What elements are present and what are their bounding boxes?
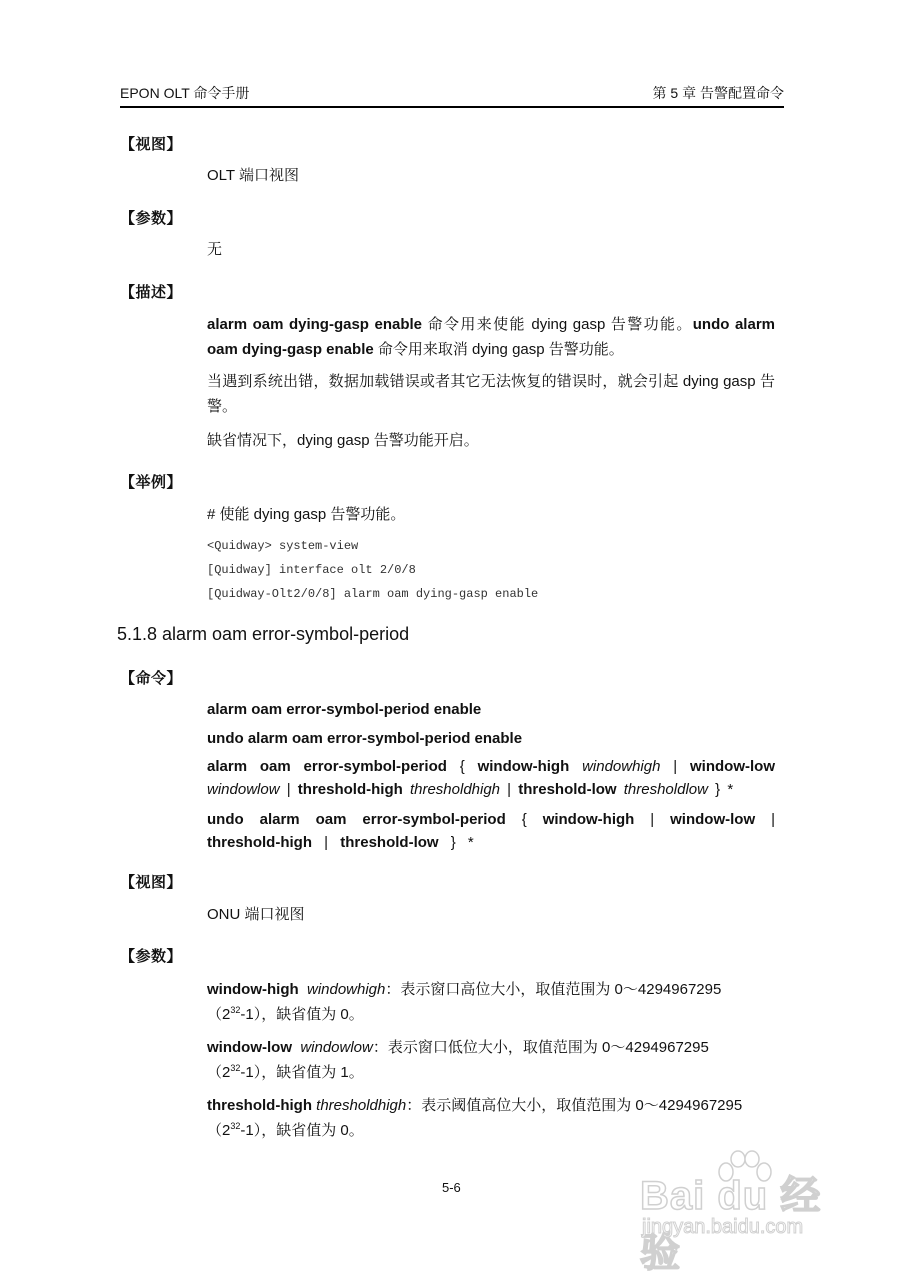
page-number: 5-6 [442,1180,461,1195]
param-item [207,1035,775,1085]
keyword: window-low [670,811,756,828]
argument: thresholdlow [616,781,708,798]
param-desc: ：表示阈值高位大小，取值范围为 0～4294967295 [406,1097,743,1114]
watermark-brand: Bai du 经验 [640,1174,822,1275]
syntax-symbol: } * [707,781,734,798]
keyword: threshold-high [297,781,403,798]
command-text: undo alarm oam dying-gasp enable [207,316,775,358]
syntax-symbol: | [312,834,341,851]
syntax-symbol: | [660,758,691,775]
section-title: 5.1.8 alarm oam error-symbol-period [117,624,410,644]
keyword: window-low [690,758,775,775]
view-label: 【视图】 [120,136,183,153]
baidu-watermark [640,1150,850,1275]
syntax-symbol: | [634,811,671,828]
param-default: -1），缺省值为 1。 [240,1064,364,1081]
manual-title: EPON OLT 命令手册 [120,85,250,101]
param-range: （2 [207,1064,231,1081]
argument: windowhigh [569,758,661,775]
param-default: -1），缺省值为 0。 [240,1122,364,1139]
param-default: -1），缺省值为 0。 [240,1006,364,1023]
example-label: 【举例】 [120,474,183,491]
param-exponent: 32 [230,1005,241,1015]
syntax-symbol: | [279,781,298,798]
command-text: undo alarm oam error-symbol-period [207,811,506,828]
param-range: （2 [207,1006,231,1023]
syntax-symbol: | [500,781,519,798]
param-exponent: 32 [230,1063,241,1073]
code-line: [Quidway] interface olt 2/0/8 [207,563,416,577]
code-line: <Quidway> system-view [207,539,359,553]
description-text: 命令用来取消 dying gasp 告警功能。 [373,341,624,358]
argument: thresholdhigh [402,781,501,798]
description-text: 命令用来使能 dying gasp 告警功能。 [422,316,693,333]
param-arg: windowlow [300,1039,373,1056]
keyword: window-high [477,758,570,775]
keyword: window-high [542,811,635,828]
watermark-url: jingyan.baidu.com [642,1216,804,1238]
code-line: [Quidway-Olt2/0/8] alarm oam dying-gasp enable [207,587,539,601]
command-label: 【命令】 [120,670,183,687]
syntax-symbol: { [446,758,478,775]
param-range: （2 [207,1122,231,1139]
page-header [120,86,784,108]
command-text: alarm oam dying-gasp enable [207,316,423,333]
keyword: threshold-low [518,781,617,798]
syntax-symbol: | [755,811,775,828]
param-item [207,977,775,1027]
syntax-symbol: { [505,811,543,828]
example-comment: # 使能 dying gasp 告警功能。 [207,506,406,523]
command-text: alarm oam error-symbol-period enable [207,701,482,718]
param-value: 无 [207,241,223,258]
command-syntax-4 [207,808,775,854]
param-arg: windowhigh [306,981,386,998]
view-value: OLT 端口视图 [207,167,299,184]
param-name: threshold-high [207,1097,312,1114]
description-label: 【描述】 [120,284,183,301]
param-name: window-low [207,1039,292,1056]
chapter-title: 第 5 章 告警配置命令 [652,85,784,101]
param-desc: ：表示窗口高位大小，取值范围为 0～4294967295 [385,981,722,998]
command-syntax-3 [207,755,775,801]
view-label: 【视图】 [120,874,183,891]
argument: windowlow [207,781,280,798]
command-syntax-1 [207,700,775,720]
view-value: ONU 端口视图 [207,906,305,923]
command-text: alarm oam error-symbol-period [207,758,447,775]
param-item [207,1093,775,1143]
param-label: 【参数】 [120,948,183,965]
param-exponent: 32 [230,1121,241,1131]
syntax-symbol: } * [438,834,474,851]
command-syntax-2 [207,729,775,749]
command-text: undo alarm oam error-symbol-period enable [207,730,523,747]
param-arg: thresholdhigh [316,1097,407,1114]
param-name: window-high [207,981,299,998]
description-paragraph-3: 缺省情况下，dying gasp 告警功能开启。 [207,432,479,449]
description-paragraph-1 [207,312,775,362]
param-desc: ：表示窗口低位大小，取值范围为 0～4294967295 [372,1039,709,1056]
description-paragraph-2: 当遇到系统出错，数据加载错误或者其它无法恢复的错误时，就会引起 dying gasp 告警。 [207,373,775,415]
keyword: threshold-high [207,834,312,851]
param-label: 【参数】 [120,210,183,227]
keyword: threshold-low [340,834,439,851]
